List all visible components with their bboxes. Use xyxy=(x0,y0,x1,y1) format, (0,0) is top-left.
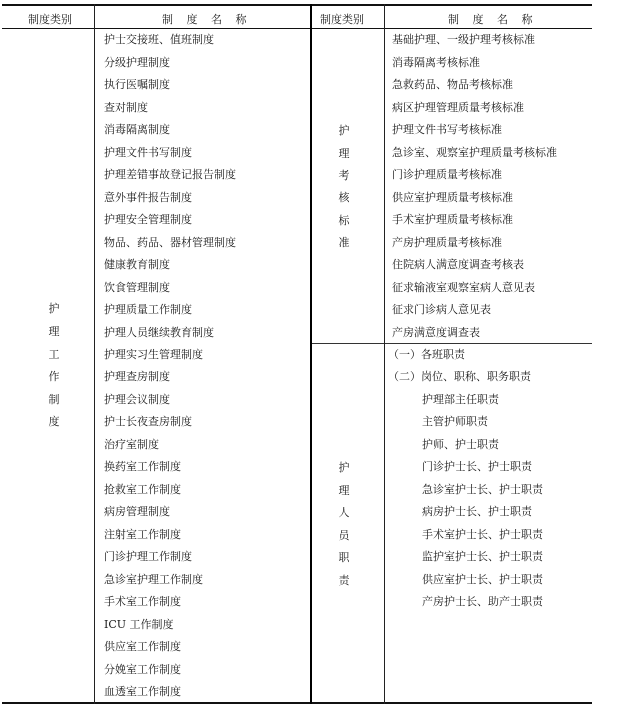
category-char: 责 xyxy=(338,574,350,587)
category-char: 人 xyxy=(338,506,350,519)
category-char: 度 xyxy=(48,415,60,428)
list-item: 护理人员继续教育制度 xyxy=(104,326,214,339)
list-item: 手术室护士长、护士职责 xyxy=(422,528,543,541)
list-item: 急救药品、物品考核标准 xyxy=(392,78,513,91)
header-bottom-rule xyxy=(2,28,592,29)
list-item: 征求门诊病人意见表 xyxy=(392,303,491,316)
list-item: 消毒隔离制度 xyxy=(104,123,170,136)
list-item: 护士长夜查房制度 xyxy=(104,415,192,428)
list-item: 供应室护理质量考核标准 xyxy=(392,191,513,204)
list-item: 护理会议制度 xyxy=(104,393,170,406)
list-item: 急诊室护理工作制度 xyxy=(104,573,203,586)
list-item: 供应室护士长、护士职责 xyxy=(422,573,543,586)
list-item: 病房护士长、护士职责 xyxy=(422,505,532,518)
list-item: 产房护士长、助产士职责 xyxy=(422,595,543,608)
list-item: 消毒隔离考核标准 xyxy=(392,56,480,69)
category-char: 职 xyxy=(338,551,350,564)
right-section-divider xyxy=(310,343,592,344)
list-item: （一）各班职责 xyxy=(388,348,465,361)
list-item: 急诊室、观察室护理质量考核标准 xyxy=(392,146,557,159)
list-item: 换药室工作制度 xyxy=(104,460,181,473)
category-char: 制 xyxy=(48,393,60,406)
table-bottom-rule xyxy=(2,702,592,704)
list-item: 基础护理、一级护理考核标准 xyxy=(392,33,535,46)
col-divider-1 xyxy=(94,4,95,704)
list-item: 手术室工作制度 xyxy=(104,595,181,608)
list-item: 病房管理制度 xyxy=(104,505,170,518)
list-item: 供应室工作制度 xyxy=(104,640,181,653)
list-item: 护理质量工作制度 xyxy=(104,303,192,316)
list-item: 护理文件书写考核标准 xyxy=(392,123,502,136)
col-divider-2 xyxy=(310,4,312,704)
list-item: 护理差错事故登记报告制度 xyxy=(104,168,236,181)
list-item: 监护室护士长、护士职责 xyxy=(422,550,543,563)
list-item: 征求输液室观察室病人意见表 xyxy=(392,281,535,294)
category-char: 护 xyxy=(338,124,350,137)
list-item: 护理文件书写制度 xyxy=(104,146,192,159)
list-item: 产房满意度调查表 xyxy=(392,326,480,339)
list-item: 治疗室制度 xyxy=(104,438,159,451)
header-name-right: 制 度 名 称 xyxy=(448,13,538,26)
list-item: ICU 工作制度 xyxy=(104,618,174,631)
list-item: 门诊护士长、护士职责 xyxy=(422,460,532,473)
category-char: 护 xyxy=(48,302,60,315)
header-category-right: 制度类别 xyxy=(320,13,364,26)
category-char: 工 xyxy=(48,348,60,361)
list-item: 物品、药品、器材管理制度 xyxy=(104,236,236,249)
category-char: 理 xyxy=(338,484,350,497)
category-char: 护 xyxy=(338,461,350,474)
category-char: 作 xyxy=(48,370,60,383)
list-item: 饮食管理制度 xyxy=(104,281,170,294)
category-char: 理 xyxy=(338,147,350,160)
list-item: 护理实习生管理制度 xyxy=(104,348,203,361)
list-item: 手术室护理质量考核标准 xyxy=(392,213,513,226)
header-category-left: 制度类别 xyxy=(28,13,72,26)
category-char: 理 xyxy=(48,325,60,338)
list-item: 急诊室护士长、护士职责 xyxy=(422,483,543,496)
list-item: 血透室工作制度 xyxy=(104,685,181,698)
category-char: 标 xyxy=(338,214,350,227)
list-item: 注射室工作制度 xyxy=(104,528,181,541)
list-item: 主管护师职责 xyxy=(422,415,488,428)
category-char: 考 xyxy=(338,169,350,182)
list-item: 分级护理制度 xyxy=(104,56,170,69)
list-item: 分娩室工作制度 xyxy=(104,663,181,676)
category-char: 员 xyxy=(338,529,350,542)
list-item: 意外事件报告制度 xyxy=(104,191,192,204)
list-item: 住院病人满意度调查考核表 xyxy=(392,258,524,271)
list-item: 门诊护理质量考核标准 xyxy=(392,168,502,181)
list-item: 护理部主任职责 xyxy=(422,393,499,406)
table-top-rule xyxy=(2,4,592,6)
category-char: 准 xyxy=(338,236,350,249)
list-item: 护理查房制度 xyxy=(104,370,170,383)
list-item: 抢救室工作制度 xyxy=(104,483,181,496)
category-char: 核 xyxy=(338,191,350,204)
list-item: 护士交接班、值班制度 xyxy=(104,33,214,46)
list-item: 门诊护理工作制度 xyxy=(104,550,192,563)
list-item: 病区护理管理质量考核标准 xyxy=(392,101,524,114)
list-item: 护师、护士职责 xyxy=(422,438,499,451)
list-item: 健康教育制度 xyxy=(104,258,170,271)
header-name-left: 制 度 名 称 xyxy=(162,13,252,26)
list-item: （二）岗位、职称、职务职责 xyxy=(388,370,531,383)
regulation-table xyxy=(2,4,592,705)
list-item: 执行医嘱制度 xyxy=(104,78,170,91)
col-divider-3 xyxy=(384,4,385,704)
list-item: 查对制度 xyxy=(104,101,148,114)
list-item: 产房护理质量考核标准 xyxy=(392,236,502,249)
list-item: 护理安全管理制度 xyxy=(104,213,192,226)
